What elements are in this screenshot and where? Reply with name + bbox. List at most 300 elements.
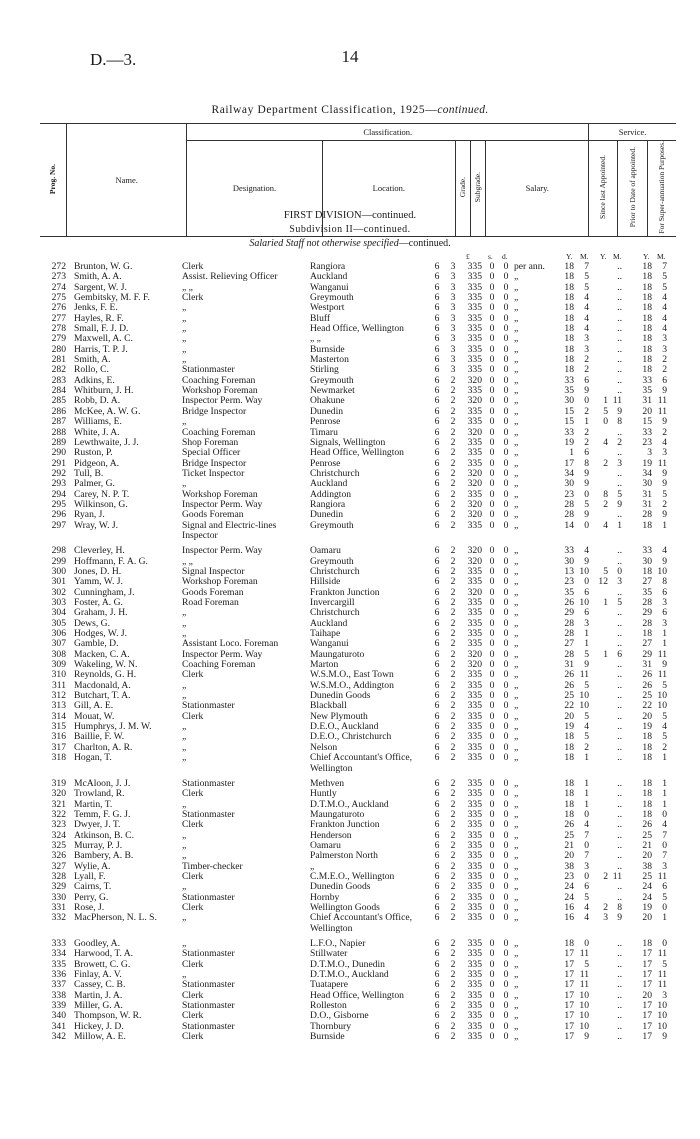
designation: Clerk bbox=[182, 293, 204, 304]
salary-shillings: 0 bbox=[489, 598, 495, 608]
super-years: 28 bbox=[642, 510, 652, 521]
staff-name: Carey, N. P. T. bbox=[74, 489, 130, 500]
table-row bbox=[0, 960, 700, 970]
subgrade: 2 bbox=[450, 437, 456, 448]
location: Stirling bbox=[310, 365, 339, 376]
salary-shillings: 0 bbox=[489, 1011, 495, 1022]
grade: 6 bbox=[434, 458, 440, 469]
salary-pence: 0 bbox=[503, 499, 509, 510]
salary-pence: 0 bbox=[503, 417, 509, 428]
super-months: 9 bbox=[662, 660, 667, 671]
grade: 6 bbox=[434, 448, 440, 459]
location: Methven bbox=[310, 778, 345, 789]
salary-pounds: 335 bbox=[467, 840, 482, 851]
salary-period: „ bbox=[514, 324, 519, 335]
prog-no: 275 bbox=[51, 293, 66, 304]
since-months: 0 bbox=[584, 396, 589, 407]
location: D.T.M.O., Auckland bbox=[310, 799, 389, 810]
super-months: 4 bbox=[662, 546, 667, 557]
subgrade: 3 bbox=[450, 272, 456, 283]
subgrade: 2 bbox=[450, 820, 456, 831]
table-row bbox=[0, 670, 700, 680]
salary-shillings: 0 bbox=[489, 468, 495, 479]
prog-no: 276 bbox=[51, 303, 66, 314]
prog-no: 324 bbox=[51, 830, 66, 841]
super-months: 5 bbox=[662, 959, 667, 970]
salary-pence: 0 bbox=[503, 691, 509, 702]
table-row bbox=[0, 417, 700, 427]
salary-pounds: 320 bbox=[467, 375, 482, 386]
since-years: 17 bbox=[564, 1032, 574, 1043]
staff-name: Smith, A. A. bbox=[74, 272, 122, 283]
super-years: 19 bbox=[642, 722, 652, 733]
salary-shillings: 0 bbox=[489, 892, 495, 903]
grade: 6 bbox=[434, 386, 440, 397]
prior-months: .. bbox=[617, 851, 622, 862]
since-months: 4 bbox=[584, 293, 589, 304]
prior-years: 1 bbox=[603, 649, 608, 660]
since-years: 17 bbox=[564, 1001, 574, 1012]
prog-no: 318 bbox=[51, 753, 66, 764]
salary-pounds: 335 bbox=[467, 789, 482, 800]
since-years: 20 bbox=[564, 851, 574, 862]
salary-shillings: 0 bbox=[489, 365, 495, 376]
since-months: 6 bbox=[584, 448, 589, 459]
table-row bbox=[0, 577, 700, 587]
prior-years: 4 bbox=[603, 437, 608, 448]
location: Marton bbox=[310, 660, 339, 671]
since-years: 26 bbox=[564, 820, 574, 831]
designation: Signal and Electric-lines bbox=[182, 520, 277, 531]
subgrade: 2 bbox=[450, 587, 456, 598]
since-months: 11 bbox=[579, 970, 589, 981]
super-years: 22 bbox=[642, 701, 652, 712]
since-months: 4 bbox=[584, 546, 589, 557]
salary-pounds: 335 bbox=[467, 282, 482, 293]
grade: 6 bbox=[434, 489, 440, 500]
prior-months: .. bbox=[617, 386, 622, 397]
salary-period: „ bbox=[514, 882, 519, 893]
since-years: 23 bbox=[564, 871, 574, 882]
grade: 6 bbox=[434, 437, 440, 448]
subgrade: 2 bbox=[450, 742, 456, 753]
table-row bbox=[0, 500, 700, 510]
division-title: FIRST DIVISION—continued. bbox=[283, 210, 417, 221]
subgrade: 2 bbox=[450, 1001, 456, 1012]
super-months: 11 bbox=[657, 396, 667, 407]
salary-pounds: 335 bbox=[467, 324, 482, 335]
since-months: 4 bbox=[584, 303, 589, 314]
super-years: 18 bbox=[642, 334, 652, 345]
grade: 6 bbox=[434, 649, 440, 660]
salary-pence: 0 bbox=[503, 386, 509, 397]
page-number: 14 bbox=[341, 47, 359, 66]
salary-shillings: 0 bbox=[489, 820, 495, 831]
salary-shillings: 0 bbox=[489, 882, 495, 893]
table-row bbox=[0, 732, 700, 742]
prog-no: 293 bbox=[51, 479, 66, 490]
location: Head Office, Wellington bbox=[310, 990, 404, 1001]
since-years: 25 bbox=[564, 691, 574, 702]
since-months: 0 bbox=[584, 489, 589, 500]
since-months: 0 bbox=[584, 809, 589, 820]
grade: 6 bbox=[434, 913, 440, 924]
super-years: 18 bbox=[642, 939, 652, 949]
salary-pounds: 335 bbox=[467, 272, 482, 283]
prior-months: 9 bbox=[617, 499, 622, 510]
subgrade: 2 bbox=[450, 753, 456, 764]
super-years: 17 bbox=[642, 970, 652, 981]
salary-period: „ bbox=[514, 851, 519, 862]
grade: 6 bbox=[434, 980, 440, 991]
salary-pounds: 335 bbox=[467, 830, 482, 841]
location: Christchurch bbox=[310, 608, 360, 619]
grade: 6 bbox=[434, 639, 440, 650]
designation: Stationmaster bbox=[182, 701, 235, 712]
prior-months: 9 bbox=[617, 913, 622, 924]
salary-period: „ bbox=[514, 577, 519, 588]
super-years: 23 bbox=[642, 437, 652, 448]
unit-months-super: M. bbox=[657, 252, 666, 261]
staff-name: Wakeling, W. N. bbox=[74, 660, 138, 671]
salary-pounds: 320 bbox=[467, 556, 482, 567]
designation: Goods Foreman bbox=[182, 510, 244, 521]
since-months: 9 bbox=[584, 386, 589, 397]
since-months: 5 bbox=[584, 959, 589, 970]
designation: „ bbox=[182, 355, 187, 366]
salary-shillings: 0 bbox=[489, 618, 495, 629]
designation: „ bbox=[182, 313, 187, 324]
prog-no: 340 bbox=[51, 1011, 66, 1022]
super-months: 10 bbox=[657, 701, 667, 712]
since-years: 31 bbox=[564, 660, 574, 671]
prog-no: 306 bbox=[51, 629, 66, 640]
super-years: 17 bbox=[642, 1032, 652, 1043]
salary-period: „ bbox=[514, 386, 519, 397]
header-grade: Grade. bbox=[455, 141, 470, 237]
prior-months: 5 bbox=[617, 598, 622, 608]
salary-pence: 0 bbox=[503, 566, 509, 577]
header-location: Location. bbox=[322, 141, 455, 237]
subgrade: 2 bbox=[450, 417, 456, 428]
table-row bbox=[0, 407, 700, 417]
salary-period: „ bbox=[514, 840, 519, 851]
since-months: 9 bbox=[584, 479, 589, 490]
prior-months: .. bbox=[617, 701, 622, 712]
subgrade: 2 bbox=[450, 639, 456, 650]
since-months: 10 bbox=[579, 1001, 589, 1012]
designation: Clerk bbox=[182, 902, 204, 913]
prior-months: 6 bbox=[617, 649, 622, 660]
table-row bbox=[0, 939, 700, 949]
salary-period: „ bbox=[514, 939, 519, 949]
staff-name: Cairns, T. bbox=[74, 882, 112, 893]
prior-months: .. bbox=[617, 587, 622, 598]
salary-pence: 0 bbox=[503, 660, 509, 671]
designation: „ bbox=[182, 608, 187, 619]
since-months: 1 bbox=[584, 778, 589, 789]
staff-name: Harris, T. P. J. bbox=[74, 344, 128, 355]
designation: „ „ bbox=[182, 282, 193, 293]
location: W.S.M.O., East Town bbox=[310, 670, 394, 681]
location: D.T.M.O., Auckland bbox=[310, 970, 389, 981]
subgrade: 2 bbox=[450, 598, 456, 608]
designation: Stationmaster bbox=[182, 809, 235, 820]
staff-name: Whitburn, J. H. bbox=[74, 386, 134, 397]
super-years: 18 bbox=[642, 799, 652, 810]
salary-period: „ bbox=[514, 980, 519, 991]
salary-shillings: 0 bbox=[489, 344, 495, 355]
location: Greymouth bbox=[310, 520, 354, 531]
subgrade: 2 bbox=[450, 892, 456, 903]
location: Hillside bbox=[310, 577, 341, 588]
salary-pence: 0 bbox=[503, 629, 509, 640]
header-subgrade: Subgrade. bbox=[471, 141, 486, 237]
location: Greymouth bbox=[310, 293, 354, 304]
location: Maungaturoto bbox=[310, 649, 365, 660]
since-years: 18 bbox=[564, 732, 574, 743]
since-months: 10 bbox=[579, 691, 589, 702]
staff-name: Pidgeon, A. bbox=[74, 458, 120, 469]
designation: „ bbox=[182, 840, 187, 851]
salary-period: „ bbox=[514, 1001, 519, 1012]
header-designation: Designation. bbox=[187, 141, 322, 237]
salary-pounds: 335 bbox=[467, 799, 482, 810]
super-months: 0 bbox=[662, 902, 667, 913]
salary-pence: 0 bbox=[503, 892, 509, 903]
salary-shillings: 0 bbox=[489, 649, 495, 660]
salary-shillings: 0 bbox=[489, 902, 495, 913]
designation: Stationmaster bbox=[182, 778, 235, 789]
since-months: 4 bbox=[584, 313, 589, 324]
prior-months: .. bbox=[617, 680, 622, 691]
prior-years: 4 bbox=[603, 520, 608, 531]
prog-no: 320 bbox=[51, 789, 66, 800]
location: Invercargill bbox=[310, 598, 355, 608]
salary-pounds: 335 bbox=[467, 1011, 482, 1022]
table-row bbox=[0, 851, 700, 861]
super-months: 4 bbox=[662, 303, 667, 314]
grade: 6 bbox=[434, 949, 440, 960]
staff-name: Sargent, W. J. bbox=[74, 282, 127, 293]
table-row bbox=[0, 893, 700, 903]
since-years: 13 bbox=[564, 566, 574, 577]
table-row bbox=[0, 521, 700, 531]
grade: 6 bbox=[434, 272, 440, 283]
prog-no: 319 bbox=[51, 778, 66, 789]
salary-period: „ bbox=[514, 293, 519, 304]
staff-name: Maxwell, A. C. bbox=[74, 334, 133, 345]
prior-months: .. bbox=[617, 970, 622, 981]
location: Head Office, Wellington bbox=[310, 448, 404, 459]
since-months: 4 bbox=[584, 820, 589, 831]
designation: „ bbox=[182, 618, 187, 629]
salary-pounds: 335 bbox=[467, 949, 482, 960]
subgrade: 2 bbox=[450, 939, 456, 949]
salary-pence: 0 bbox=[503, 959, 509, 970]
salary-shillings: 0 bbox=[489, 489, 495, 500]
location: Taihape bbox=[310, 629, 341, 640]
salary-pounds: 335 bbox=[467, 334, 482, 345]
subgrade: 3 bbox=[450, 313, 456, 324]
since-months: 11 bbox=[579, 980, 589, 991]
since-years: 18 bbox=[564, 262, 574, 272]
location: L.F.O., Napier bbox=[310, 939, 366, 949]
designation: „ bbox=[182, 344, 187, 355]
salary-pence: 0 bbox=[503, 365, 509, 376]
table-row bbox=[0, 293, 700, 303]
salary-period: „ bbox=[514, 660, 519, 671]
since-years: 30 bbox=[564, 479, 574, 490]
super-years: 18 bbox=[642, 365, 652, 376]
salary-pounds: 335 bbox=[467, 892, 482, 903]
prog-no: 327 bbox=[51, 861, 66, 872]
subgrade: 2 bbox=[450, 799, 456, 810]
designation: „ bbox=[182, 479, 187, 490]
table-row bbox=[0, 764, 700, 774]
super-months: 6 bbox=[662, 587, 667, 598]
subgrade: 3 bbox=[450, 324, 456, 335]
salary-shillings: 0 bbox=[489, 427, 495, 438]
since-years: 23 bbox=[564, 577, 574, 588]
super-years: 18 bbox=[642, 355, 652, 366]
super-years: 15 bbox=[642, 417, 652, 428]
since-years: 26 bbox=[564, 670, 574, 681]
staff-name: Murray, P. J. bbox=[74, 840, 123, 851]
salary-pence: 0 bbox=[503, 851, 509, 862]
salary-period: „ bbox=[514, 959, 519, 970]
grade: 6 bbox=[434, 577, 440, 588]
prog-no: 290 bbox=[51, 448, 66, 459]
salary-pounds: 320 bbox=[467, 510, 482, 521]
salary-pence: 0 bbox=[503, 840, 509, 851]
staff-name: White, J. A. bbox=[74, 427, 120, 438]
salary-shillings: 0 bbox=[489, 1001, 495, 1012]
prior-months: .. bbox=[617, 272, 622, 283]
prog-no: 314 bbox=[51, 711, 66, 722]
super-months: 11 bbox=[657, 949, 667, 960]
grade: 6 bbox=[434, 629, 440, 640]
prior-years: 2 bbox=[603, 499, 608, 510]
prog-no: 317 bbox=[51, 742, 66, 753]
subgrade: 2 bbox=[450, 458, 456, 469]
staff-name: Bambery, A. B. bbox=[74, 851, 134, 862]
salary-pounds: 335 bbox=[467, 970, 482, 981]
salary-shillings: 0 bbox=[489, 375, 495, 386]
designation: Inspector bbox=[182, 530, 218, 541]
super-years: 18 bbox=[642, 809, 652, 820]
table-row bbox=[0, 810, 700, 820]
since-months: 3 bbox=[584, 334, 589, 345]
since-years: 17 bbox=[564, 980, 574, 991]
salary-period: „ bbox=[514, 608, 519, 619]
grade: 6 bbox=[434, 939, 440, 949]
super-months: 3 bbox=[662, 990, 667, 1001]
staff-name: Temm, F. G. J. bbox=[74, 809, 131, 820]
prior-months: .. bbox=[617, 742, 622, 753]
since-months: 2 bbox=[584, 406, 589, 417]
table-row bbox=[0, 428, 700, 438]
since-months: 1 bbox=[584, 753, 589, 764]
salary-pounds: 335 bbox=[467, 1001, 482, 1012]
since-months: 2 bbox=[584, 355, 589, 366]
since-years: 30 bbox=[564, 556, 574, 567]
salary-pence: 0 bbox=[503, 334, 509, 345]
since-months: 11 bbox=[579, 670, 589, 681]
designation: „ bbox=[182, 851, 187, 862]
since-years: 35 bbox=[564, 587, 574, 598]
since-months: 3 bbox=[584, 861, 589, 872]
prog-no: 302 bbox=[51, 587, 66, 598]
salary-pounds: 335 bbox=[467, 639, 482, 650]
designation: Clerk bbox=[182, 670, 204, 681]
grade: 6 bbox=[434, 861, 440, 872]
table-row bbox=[0, 991, 700, 1001]
location: Frankton Junction bbox=[310, 587, 380, 598]
salary-period: „ bbox=[514, 479, 519, 490]
salary-period: „ bbox=[514, 556, 519, 567]
since-months: 4 bbox=[584, 324, 589, 335]
designation: Stationmaster bbox=[182, 892, 235, 903]
super-months: 10 bbox=[657, 1021, 667, 1032]
location: Penrose bbox=[310, 458, 341, 469]
salary-shillings: 0 bbox=[489, 753, 495, 764]
prog-no: 311 bbox=[51, 680, 66, 691]
subgrade: 3 bbox=[450, 282, 456, 293]
super-years: 25 bbox=[642, 830, 652, 841]
staff-name: Yamm, W. J. bbox=[74, 577, 123, 588]
since-months: 7 bbox=[584, 830, 589, 841]
since-months: 1 bbox=[584, 789, 589, 800]
super-years: 3 bbox=[647, 448, 652, 459]
grade: 6 bbox=[434, 282, 440, 293]
salary-period: „ bbox=[514, 468, 519, 479]
salary-period: „ bbox=[514, 649, 519, 660]
subgrade: 2 bbox=[450, 649, 456, 660]
table-row bbox=[0, 557, 700, 567]
prog-no: 316 bbox=[51, 732, 66, 743]
salary-pence: 0 bbox=[503, 293, 509, 304]
subgrade: 2 bbox=[450, 871, 456, 882]
table-row bbox=[0, 1022, 700, 1032]
unit-pence: d. bbox=[502, 252, 508, 261]
location: Auckland bbox=[310, 618, 348, 629]
super-months: 8 bbox=[662, 577, 667, 588]
super-months: 9 bbox=[662, 1032, 667, 1043]
header-classification: Classification. bbox=[187, 124, 589, 141]
location: Addington bbox=[310, 489, 352, 500]
super-years: 29 bbox=[642, 608, 652, 619]
super-months: 10 bbox=[657, 566, 667, 577]
header-salary: Salary. bbox=[486, 141, 589, 237]
grade: 6 bbox=[434, 830, 440, 841]
unit-years-super: Y. bbox=[643, 252, 650, 261]
salary-pounds: 335 bbox=[467, 711, 482, 722]
grade: 6 bbox=[434, 882, 440, 893]
subgrade: 2 bbox=[450, 809, 456, 820]
salary-period: „ bbox=[514, 753, 519, 764]
location: Chief Accountant's Office, bbox=[310, 913, 412, 924]
table-row bbox=[0, 459, 700, 469]
salary-pounds: 335 bbox=[467, 722, 482, 733]
prior-months: .. bbox=[617, 660, 622, 671]
super-years: 18 bbox=[642, 778, 652, 789]
table-row bbox=[0, 324, 700, 334]
table-row bbox=[0, 396, 700, 406]
super-years: 25 bbox=[642, 691, 652, 702]
salary-shillings: 0 bbox=[489, 556, 495, 567]
prior-years: 3 bbox=[603, 913, 608, 924]
